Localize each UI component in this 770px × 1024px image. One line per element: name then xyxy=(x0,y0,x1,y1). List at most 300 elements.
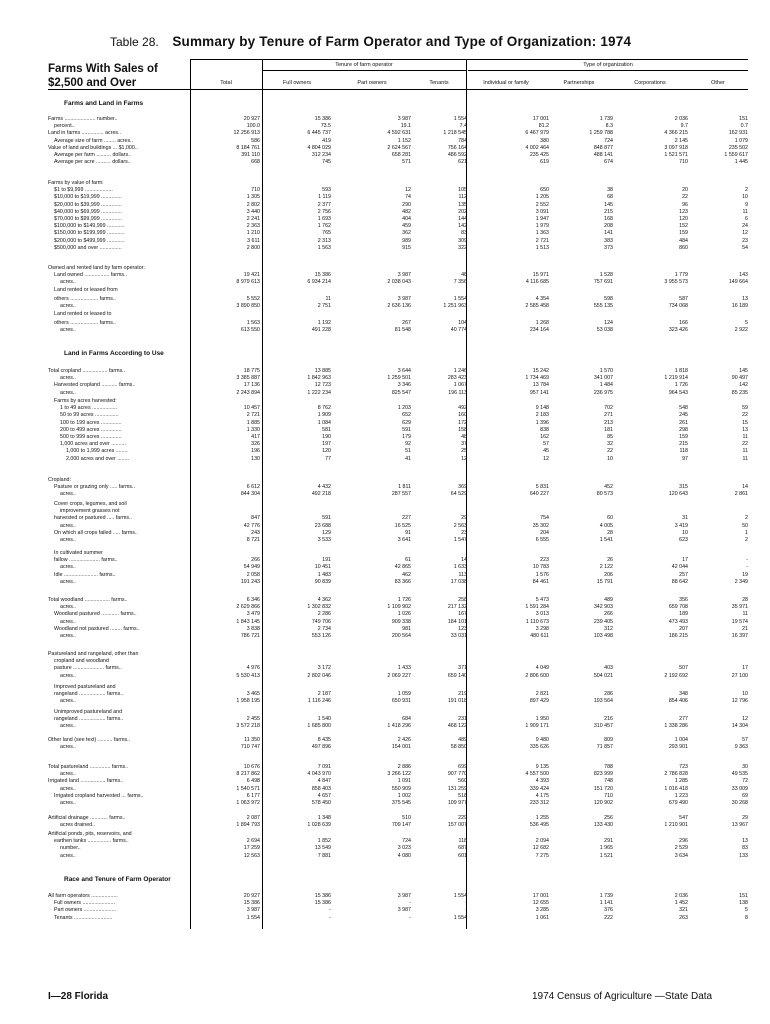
section-heading: Land in Farms According to Use xyxy=(64,350,164,357)
table-cell: 109 977 xyxy=(447,800,467,806)
table-cell: 80 573 xyxy=(596,491,613,498)
table-cell: 1 192 xyxy=(317,320,331,326)
table-cell: 1 xyxy=(745,529,748,536)
table-cell: 16 525 xyxy=(394,522,411,529)
table-cell: 341 007 xyxy=(593,375,613,382)
table-cell: 1 739 xyxy=(599,116,613,122)
table-row xyxy=(48,893,748,900)
table-cell: 1 219 914 xyxy=(664,375,688,382)
row-label: acres.. xyxy=(60,800,76,806)
table-cell: 1 541 xyxy=(599,537,613,543)
table-cell: 312 234 xyxy=(311,152,331,158)
table-cell: 1 576 xyxy=(535,571,549,578)
side-heading-line1: Farms With Sales of xyxy=(48,63,158,75)
table-cell: 154 001 xyxy=(391,744,411,751)
table-cell: 489 xyxy=(604,597,613,603)
table-cell: 10 451 xyxy=(314,564,331,571)
table-cell: 266 xyxy=(251,557,260,564)
table-cell: 2 585 458 xyxy=(525,303,549,310)
table-cell: 17 259 xyxy=(243,845,260,852)
table-cell: 29 xyxy=(461,515,467,522)
table-cell: 13 xyxy=(742,426,748,433)
table-cell: 0.7 xyxy=(740,123,748,130)
table-cell: 3 091 xyxy=(535,208,549,215)
table-cell: 1 843 145 xyxy=(236,618,260,625)
row-label: acres.. xyxy=(60,537,76,543)
table-row xyxy=(48,800,748,807)
table-cell: 4 432 xyxy=(317,484,331,491)
row-label: Average per farm .......... dollars.. xyxy=(54,152,132,158)
table-cell: 2 122 xyxy=(599,564,613,571)
table-cell: 417 xyxy=(251,434,260,440)
table-row xyxy=(48,778,748,785)
table-cell: 51 xyxy=(405,448,411,455)
row-label: $1 to $9,999 ................... xyxy=(54,187,113,194)
table-cell: 724 xyxy=(604,137,613,144)
table-cell: 133 430 xyxy=(593,822,613,829)
table-cell: 754 xyxy=(540,515,549,522)
row-label: acres.. xyxy=(60,698,76,705)
table-row xyxy=(48,900,748,907)
table-cell: 3 440 xyxy=(246,208,260,215)
table-cell: 404 xyxy=(402,216,411,222)
table-cell: 591 xyxy=(322,515,331,522)
table-cell: 11 xyxy=(742,611,748,618)
table-cell: 748 xyxy=(604,778,613,785)
row-label: $500,000 and over ............... xyxy=(54,244,122,251)
footer-page-number: I—28 Florida xyxy=(48,991,109,1002)
table-cell: 193 564 xyxy=(593,698,613,705)
table-row xyxy=(48,611,748,618)
table-title xyxy=(110,34,631,49)
row-label: acres.. xyxy=(60,852,76,859)
table-cell: 2 756 xyxy=(317,208,331,215)
table-cell: 909 338 xyxy=(391,618,411,625)
table-cell: 15 242 xyxy=(532,368,549,374)
table-cell: 1 363 xyxy=(535,230,549,237)
table-cell: 291 xyxy=(604,838,613,845)
row-label: acres.. xyxy=(60,723,76,730)
row-label: others ................... farms.. xyxy=(54,320,116,326)
table-cell: 167 xyxy=(458,611,467,618)
table-cell: 823 999 xyxy=(593,771,613,778)
table-row xyxy=(48,303,748,310)
table-cell: 190 xyxy=(322,434,331,440)
table-row xyxy=(48,633,748,640)
table-cell: 1 116 246 xyxy=(307,698,331,705)
table-cell: 391 110 xyxy=(241,152,260,158)
table-cell: 5 530 413 xyxy=(236,672,260,679)
table-cell: 309 xyxy=(458,237,467,244)
table-cell: 9 135 xyxy=(535,764,549,770)
table-cell: 215 xyxy=(679,441,688,448)
table-cell: 15 386 xyxy=(243,900,260,907)
table-cell: 207 xyxy=(679,625,688,632)
table-cell: 1 119 xyxy=(318,194,331,201)
table-cell: 2 036 xyxy=(674,116,688,122)
table-cell: 492 xyxy=(458,405,467,412)
table-cell: 2 629 866 xyxy=(236,604,260,611)
table-row xyxy=(48,320,748,327)
row-label: pasture ..................... farms.. xyxy=(54,665,122,672)
table-cell: 1 483 xyxy=(317,571,331,578)
table-cell: 27 100 xyxy=(731,672,748,679)
table-cell: 14 xyxy=(742,484,748,491)
table-row xyxy=(48,491,748,498)
table-row-label xyxy=(48,508,748,515)
table-cell: 1 445 xyxy=(734,159,748,166)
table-cell: 8 979 613 xyxy=(236,279,260,286)
table-cell: 734 068 xyxy=(668,303,688,310)
table-cell: 3 987 xyxy=(397,272,411,279)
table-cell: 263 xyxy=(679,914,688,921)
table-cell: 256 xyxy=(604,815,613,821)
table-row-label xyxy=(48,180,748,187)
table-row-label xyxy=(48,311,748,318)
table-cell: 1 251 963 xyxy=(443,303,467,310)
table-cell: 13 967 xyxy=(731,822,748,829)
table-cell: 41 xyxy=(405,455,411,462)
table-cell: 4 354 xyxy=(535,296,549,302)
side-heading xyxy=(48,62,158,90)
table-cell: 518 xyxy=(458,792,467,799)
table-cell: 20 927 xyxy=(243,893,260,899)
table-cell: 1 210 901 xyxy=(664,822,688,829)
table-cell: 1 563 xyxy=(317,244,331,251)
table-cell: 9 480 xyxy=(535,737,549,743)
header-part-owners: Part owners xyxy=(357,80,387,86)
table-cell: 59 xyxy=(742,405,748,412)
table-cell: 202 xyxy=(458,208,467,215)
table-cell: 3 097 918 xyxy=(664,144,688,151)
header-bottom-rule xyxy=(190,89,748,90)
table-cell: 20 xyxy=(682,187,688,194)
table-cell: 702 xyxy=(604,405,613,412)
table-cell: 64 529 xyxy=(450,491,467,498)
header-tenants: Tenants xyxy=(429,80,449,86)
table-cell: 12 xyxy=(461,455,467,462)
table-cell: 3 890 850 xyxy=(236,303,260,310)
table-cell: 33 031 xyxy=(450,633,467,639)
table-cell: 84 461 xyxy=(532,578,549,585)
table-cell: 1 004 xyxy=(674,737,688,743)
table-cell: 10 676 xyxy=(243,764,260,770)
table-cell: 13 xyxy=(742,296,748,302)
table-cell: 2 426 xyxy=(397,737,411,743)
row-label: Harvested cropland ........... farms.. xyxy=(54,382,136,389)
table-cell: 6 934 214 xyxy=(307,279,331,286)
table-cell: 152 xyxy=(679,223,688,230)
table-cell: 1 894 793 xyxy=(236,822,260,829)
table-cell: 8 762 xyxy=(317,405,331,412)
table-cell: 151 xyxy=(739,893,748,899)
table-cell: 24 xyxy=(742,223,748,230)
table-cell: 1 540 571 xyxy=(236,785,260,792)
table-cell: 3 987 xyxy=(397,296,411,302)
table-row xyxy=(48,223,748,230)
table-cell: 2 529 xyxy=(674,845,688,852)
table-cell: 571 xyxy=(402,159,411,166)
table-cell: 120 902 xyxy=(593,800,613,806)
table-cell: 2 xyxy=(745,515,748,522)
table-cell: 57 xyxy=(543,441,549,448)
table-cell: 10 xyxy=(742,691,748,698)
table-cell: 1 109 902 xyxy=(387,604,411,611)
table-cell: 1 852 xyxy=(317,838,331,845)
table-cell: 339 424 xyxy=(529,785,549,792)
table-cell: 2 286 xyxy=(317,611,331,618)
table-cell: 258 xyxy=(458,597,467,603)
table-row xyxy=(48,822,748,829)
table-cell: 2 636 136 xyxy=(387,303,411,310)
table-cell: 2 802 xyxy=(246,201,260,208)
table-cell: 21 xyxy=(742,625,748,632)
table-cell: 11 xyxy=(325,296,331,302)
table-cell: - xyxy=(465,907,467,914)
table-cell: 28 xyxy=(607,529,613,536)
table-cell: 135 xyxy=(458,201,467,208)
table-cell: 168 xyxy=(604,216,613,222)
table-cell: 204 xyxy=(540,529,549,536)
table-cell: 200 564 xyxy=(391,633,411,639)
table-row-label xyxy=(48,398,748,405)
table-row xyxy=(48,230,748,237)
table-row xyxy=(48,138,748,145)
table-cell: 283 423 xyxy=(447,375,467,382)
table-row xyxy=(48,793,748,800)
table-cell: 57 xyxy=(742,737,748,743)
table-cell: 1 079 xyxy=(734,137,748,144)
table-cell: 58 850 xyxy=(450,744,467,751)
row-label: $200,000 to $499,999 ............ xyxy=(54,237,125,244)
table-row xyxy=(48,279,748,286)
row-label: $150,000 to $199,999 ............ xyxy=(54,230,125,237)
table-cell: 12 682 xyxy=(532,845,549,852)
table-cell: 30 268 xyxy=(731,800,748,806)
table-cell: 560 xyxy=(458,778,467,785)
table-cell: 2 145 xyxy=(674,137,688,144)
table-cell: 613 550 xyxy=(240,327,260,334)
row-label: Total pastureland .............. farms.. xyxy=(48,764,129,770)
table-cell: 452 xyxy=(604,484,613,491)
table-cell: 90 839 xyxy=(314,578,331,585)
table-cell: 1 218 545 xyxy=(443,130,467,137)
table-cell: 81 548 xyxy=(394,327,411,334)
table-cell: 786 721 xyxy=(240,633,260,639)
table-cell: 2 377 xyxy=(317,201,331,208)
section-heading: Race and Tenure of Farm Operator xyxy=(64,876,171,883)
table-cell: 42 776 xyxy=(243,522,260,529)
table-cell: 17 xyxy=(742,665,748,672)
table-cell: 130 xyxy=(251,455,260,462)
table-cell: 97 xyxy=(682,455,688,462)
table-row xyxy=(48,838,748,845)
table-cell: 296 xyxy=(679,838,688,845)
table-cell: 88 642 xyxy=(671,578,688,585)
table-cell: 133 xyxy=(739,852,748,859)
table-cell: 7 356 xyxy=(453,279,467,286)
table-cell: 335 626 xyxy=(529,744,549,751)
table-row xyxy=(48,737,748,744)
table-cell: 1 059 xyxy=(397,691,411,698)
table-cell: 16 189 xyxy=(731,303,748,310)
table-cell: 550 909 xyxy=(391,785,411,792)
table-cell: - xyxy=(329,907,331,914)
table-cell: 12 xyxy=(543,455,549,462)
table-cell: 10 xyxy=(607,455,613,462)
table-cell: 2 349 xyxy=(734,578,748,585)
table-cell: 10 783 xyxy=(532,564,549,571)
table-row xyxy=(48,815,748,822)
table-cell: 160 xyxy=(458,412,467,419)
table-cell: 3 572 218 xyxy=(236,723,260,730)
table-cell: 854 406 xyxy=(668,698,688,705)
row-label: cropland and woodland xyxy=(54,658,109,665)
table-cell: - xyxy=(746,557,748,564)
table-cell: 4 116 685 xyxy=(525,279,549,286)
table-cell: 1 330 xyxy=(246,426,260,433)
table-cell: 497 896 xyxy=(311,744,331,751)
table-cell: 11 xyxy=(742,448,748,455)
row-label: Average per acre .......... dollars.. xyxy=(54,159,131,166)
table-cell: 4 976 xyxy=(246,665,260,672)
table-cell: 48 xyxy=(461,434,467,440)
table-row xyxy=(48,187,748,194)
table-row xyxy=(48,448,748,455)
table-cell: 17 001 xyxy=(532,893,549,899)
table-cell: 3 023 xyxy=(397,845,411,852)
table-cell: 687 xyxy=(458,845,467,852)
table-cell: 12 256 913 xyxy=(233,130,260,137)
table-cell: 473 493 xyxy=(668,618,688,625)
table-cell: 83 xyxy=(742,845,748,852)
table-cell: 3 346 xyxy=(397,382,411,389)
row-label: $100,000 to $149,999 ............ xyxy=(54,223,125,230)
table-cell: 184 101 xyxy=(447,618,467,625)
table-cell: 310 457 xyxy=(593,723,613,730)
table-row xyxy=(48,216,748,223)
table-cell: 2 922 xyxy=(734,327,748,334)
table-cell: 12 655 xyxy=(532,900,549,907)
table-cell: 2 806 600 xyxy=(525,672,549,679)
table-cell: 35 302 xyxy=(532,522,549,529)
table-cell: 2 624 567 xyxy=(387,144,411,151)
table-cell: 1 285 xyxy=(674,778,688,785)
table-cell: 103 498 xyxy=(593,633,613,639)
table-cell: 658 281 xyxy=(391,152,411,158)
table-cell: 48 xyxy=(461,272,467,279)
table-cell: 3 172 xyxy=(317,665,331,672)
header-type-group: Type of organization xyxy=(583,62,633,68)
table-cell: 7.4 xyxy=(459,123,467,130)
table-cell: 749 706 xyxy=(311,618,331,625)
table-cell: 1 246 xyxy=(453,368,467,374)
table-cell: 1 762 xyxy=(317,223,331,230)
table-cell: 196 xyxy=(251,448,260,455)
table-cell: 587 xyxy=(679,296,688,302)
table-cell: 321 xyxy=(679,907,688,914)
table-cell: 191 xyxy=(322,557,331,564)
table-cell: 1 885 xyxy=(246,419,260,426)
table-cell: 257 xyxy=(679,571,688,578)
table-cell: 229 xyxy=(458,815,467,821)
table-cell: 5 473 xyxy=(535,597,549,603)
table-cell: 4 043 970 xyxy=(307,771,331,778)
table-cell: 4 804 029 xyxy=(307,144,331,151)
table-cell: 1 521 571 xyxy=(664,152,688,158)
table-cell: 2 183 xyxy=(535,412,549,419)
table-cell: 459 xyxy=(402,223,411,230)
row-label: acres.. xyxy=(60,375,76,382)
table-cell: 981 xyxy=(402,625,411,632)
row-label: Artificial drainage ............ farms.. xyxy=(48,815,126,821)
table-row-label xyxy=(48,550,748,557)
table-cell: 15 791 xyxy=(596,578,613,585)
table-cell: 659 140 xyxy=(447,672,467,679)
tenure-group-rule xyxy=(262,70,466,71)
table-row xyxy=(48,420,748,427)
section-heading: Farms and Land in Farms xyxy=(64,100,144,107)
table-cell: 17 001 xyxy=(532,116,549,122)
table-cell: 74 xyxy=(405,194,411,201)
table-cell: 1 842 963 xyxy=(307,375,331,382)
table-cell: 10 457 xyxy=(243,405,260,412)
table-cell: 1 002 xyxy=(397,792,411,799)
table-cell: 650 931 xyxy=(391,698,411,705)
row-label: Farms by value of farm: xyxy=(48,180,104,186)
table-row xyxy=(48,123,748,130)
table-cell: 239 405 xyxy=(593,618,613,625)
table-cell: 13 549 xyxy=(314,845,331,852)
row-label: others ................... farms.. xyxy=(54,296,116,302)
table-cell: 290 xyxy=(402,201,411,208)
table-cell: 356 xyxy=(679,597,688,603)
row-label: earthen tanks ................ farms.. xyxy=(54,838,129,845)
table-cell: 629 xyxy=(402,419,411,426)
table-cell: 674 xyxy=(604,159,613,166)
table-cell: 7 275 xyxy=(535,852,549,859)
table-cell: 1 203 xyxy=(397,405,411,412)
table-cell: 312 xyxy=(604,625,613,632)
table-cell: 11 xyxy=(742,434,748,440)
table-cell: 1 205 xyxy=(535,194,549,201)
row-label: 2,000 acres and over ........ xyxy=(66,455,130,462)
table-row-label xyxy=(48,658,748,665)
table-row xyxy=(48,845,748,852)
table-cell: 215 xyxy=(604,208,613,215)
table-cell: 3 987 xyxy=(397,116,411,122)
row-label: acres.. xyxy=(60,618,76,625)
table-cell: 45 xyxy=(543,448,549,455)
table-cell: 591 xyxy=(402,426,411,433)
table-cell: 243 xyxy=(251,529,260,536)
table-cell: 1 563 xyxy=(246,320,260,326)
table-cell: 13 xyxy=(742,838,748,845)
table-cell: 6 467 979 xyxy=(525,130,549,137)
row-label: Full owners ...................... xyxy=(54,900,115,907)
table-cell: 3 987 xyxy=(397,893,411,899)
table-row xyxy=(48,619,748,626)
table-row xyxy=(48,786,748,793)
table-cell: 619 xyxy=(540,159,549,166)
table-cell: 118 xyxy=(679,448,688,455)
table-row xyxy=(48,716,748,723)
table-row-label xyxy=(48,684,748,691)
table-cell: 3 611 xyxy=(247,237,260,244)
table-cell: 14 xyxy=(461,557,467,564)
row-label: Tenants .......................... xyxy=(54,914,113,921)
table-cell: 42 044 xyxy=(671,564,688,571)
